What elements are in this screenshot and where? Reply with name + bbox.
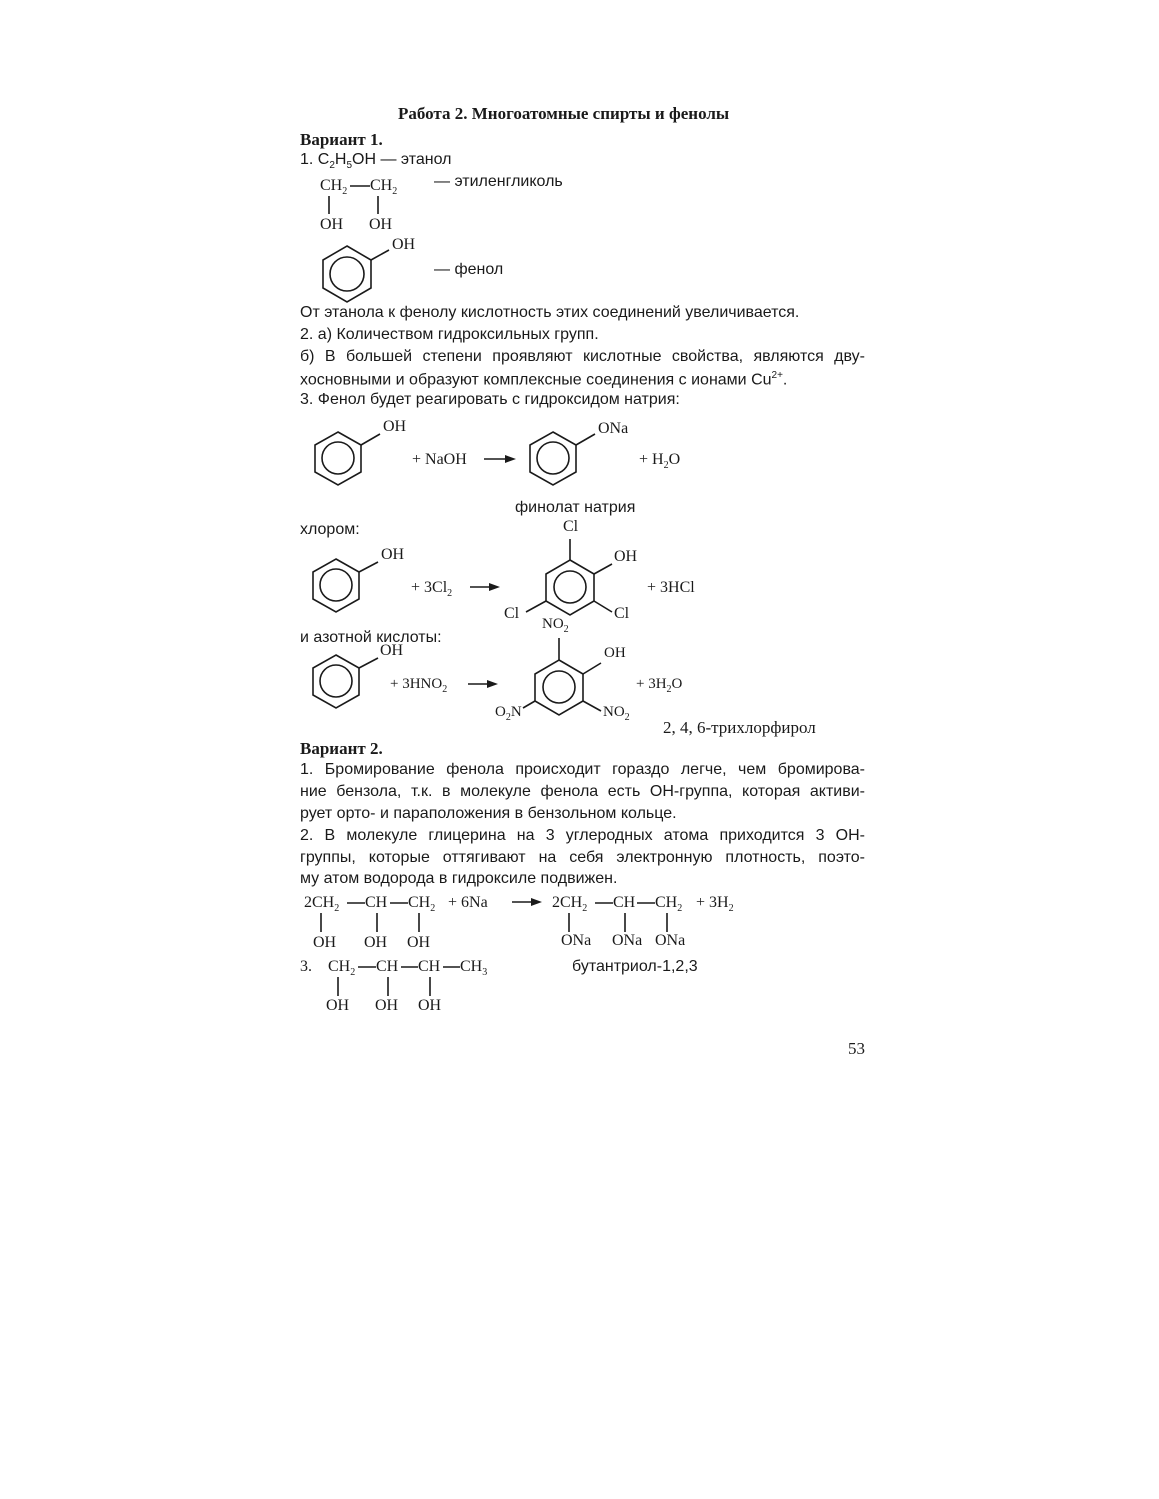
v2-q3-num: 3.	[300, 958, 312, 975]
v2-p1-line1: 1. Бромирование фенола происходит гораздо легче, чем бромирова-	[300, 761, 865, 778]
phenol-oh: OH	[392, 236, 416, 253]
r2-plus-cl2: + $3Cl_2$	[411, 579, 453, 600]
r3-o2n: $O_2N$	[495, 704, 522, 723]
bt-oh-1: OH	[326, 997, 350, 1014]
r3-label: и азотной кислоты:	[300, 629, 442, 646]
eq-lhs-oh-3: OH	[407, 934, 431, 951]
phenol-label: — фенол	[434, 261, 504, 278]
eq-rhs-ona-2: ONa	[612, 932, 643, 949]
eg-ch2-left: $CH_2$	[320, 177, 348, 198]
r1-ona: ONa	[598, 420, 629, 437]
r3-no2-right: $NO_2$	[603, 704, 630, 723]
bt-ch-2: CH	[418, 958, 441, 975]
eq-rhs-ch2-end: $CH_2$	[655, 894, 683, 915]
eg-oh-left: OH	[320, 216, 344, 233]
eq-lhs-ch: CH	[365, 894, 388, 911]
bt-ch-1: CH	[376, 958, 399, 975]
r1-product-name: финолат натрия	[515, 499, 636, 516]
q2b-line1: б) В большей степени проявляют кислотные свойства, являются дву-	[300, 348, 865, 365]
r2-label: хлором:	[300, 521, 360, 538]
bt-ch2: $CH_2$	[328, 958, 356, 979]
r2-cl-left: Cl	[504, 605, 520, 622]
eg-oh-right: OH	[369, 216, 393, 233]
page-title: Работа 2. Многоатомные спирты и фенолы	[398, 104, 730, 123]
r2-oh: OH	[381, 546, 405, 563]
r3-oh-right: OH	[604, 645, 626, 661]
bt-ch3: $CH_3$	[460, 958, 488, 979]
q2a-text: 2. а) Количеством гидроксильных групп.	[300, 326, 599, 343]
v2-p1-line3: рует орто- и параположения в бензольном кольце.	[300, 805, 677, 822]
r2-plus-hcl: + 3HCl	[647, 579, 695, 596]
eq-lhs-oh-1: OH	[313, 934, 337, 951]
r3-product-name: 2, 4, 6-трихлорфирол	[663, 718, 816, 737]
eq-rhs-ch: CH	[613, 894, 636, 911]
v2-p2-line2: группы, которые оттягивают на себя электронную плотность, поэто-	[300, 849, 865, 866]
r3-plus-h2o: + $3H_2O$	[636, 676, 683, 695]
eq-rhs-ona-1: ONa	[561, 932, 592, 949]
variant-2-heading: Вариант 2.	[300, 739, 383, 758]
bt-name: бутантриол-1,2,3	[572, 958, 698, 975]
bt-oh-3: OH	[418, 997, 442, 1014]
q2b-line2: хосновными и образуют комплексные соединения с ионами $Cu^{2+}$.	[300, 370, 788, 389]
eq-lhs-ch2: $2CH_2$	[304, 894, 340, 915]
variant-1-heading: Вариант 1.	[300, 130, 383, 149]
eq-rhs-ona-3: ONa	[655, 932, 686, 949]
r2-cl-right: Cl	[614, 605, 630, 622]
v2-p2-line1: 2. В молекуле глицерина на 3 углеродных атома приходится 3 ОН-	[300, 827, 865, 844]
eg-ch2-right: $CH_2$	[370, 177, 398, 198]
r1-plus-h2o: + $H_2O$	[639, 451, 681, 472]
page-number: 53	[848, 1039, 865, 1058]
q3-text: 3. Фенол будет реагировать с гидроксидом натрия:	[300, 391, 680, 408]
r2-oh-right: OH	[614, 548, 638, 565]
q1-line: 1. $C_2H_5OH$ — этанол	[300, 151, 452, 172]
r2-cl-top: Cl	[563, 518, 579, 535]
eq-plus-na: + 6Na	[448, 894, 488, 911]
r3-no2-top: $NO_2$	[542, 616, 569, 635]
eq-plus-h2: + $3H_2$	[696, 894, 734, 915]
acidity-text: От этанола к фенолу кислотность этих соединений увеличивается.	[300, 304, 800, 321]
eg-label: — этиленгликоль	[434, 173, 563, 190]
bt-oh-2: OH	[375, 997, 399, 1014]
eq-lhs-oh-2: OH	[364, 934, 388, 951]
r3-oh: OH	[380, 642, 404, 659]
v2-p2-line3: му атом водорода в гидроксиле подвижен.	[300, 870, 618, 887]
r1-oh: OH	[383, 418, 407, 435]
r1-plus-naoh: + NaOH	[412, 451, 467, 468]
eq-lhs-ch2-end: $CH_2$	[408, 894, 436, 915]
eq-rhs-ch2: $2CH_2$	[552, 894, 588, 915]
v2-p1-line2: ние бензола, т.к. в молекуле фенола есть ОН-группа, которая активи-	[300, 783, 865, 800]
r3-plus-hno2: + $3HNO_2$	[390, 676, 448, 695]
